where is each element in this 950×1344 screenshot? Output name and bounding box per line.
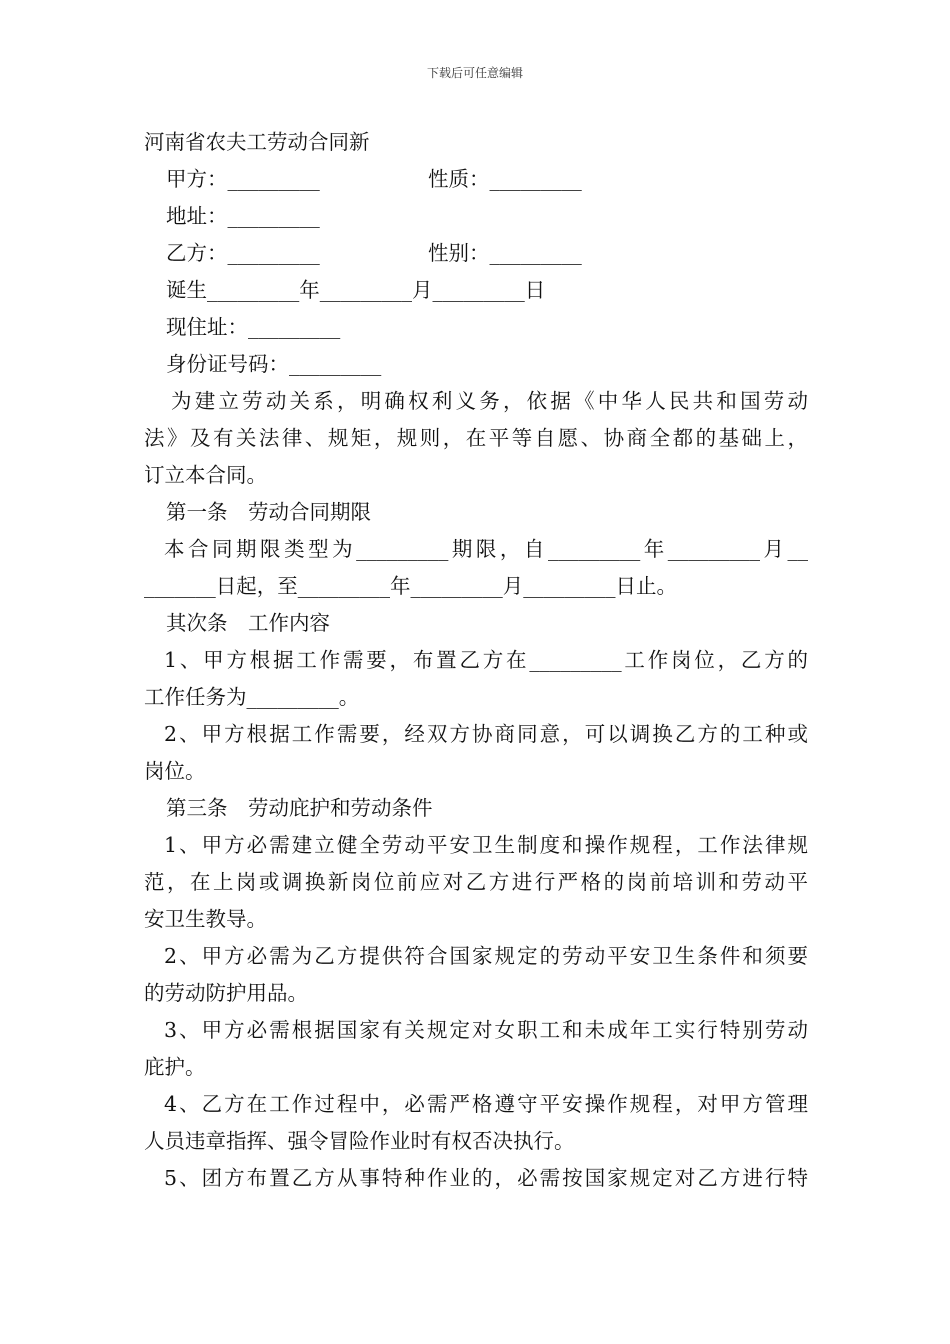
residence-field: 现住址：_________ xyxy=(166,315,341,339)
text-line: 第三条 劳动庇护和劳动条件 xyxy=(166,796,433,820)
text-line: 的劳动防护用品。 xyxy=(144,981,308,1005)
text-line: 5、团方布置乙方从事特种作业的，必需按国家规定对乙方进行特 xyxy=(164,1166,808,1190)
text-line: 庇护。 xyxy=(144,1055,206,1079)
page-header: 下载后可任意编辑 xyxy=(426,66,523,80)
text-line: 范，在上岗或调换新岗位前应对乙方进行严格的岗前培训和劳动平 xyxy=(144,870,808,894)
birth-date-field: 诞生_________年_________月_________日 xyxy=(166,278,546,302)
text-line: 订立本合同。 xyxy=(144,463,267,487)
text-line: 2、甲方必需为乙方提供符合国家规定的劳动平安卫生条件和须要 xyxy=(164,944,808,968)
contract-body xyxy=(144,124,808,1197)
contract-paragraphs xyxy=(144,383,808,1197)
contract-title: 河南省农夫工劳动合同新 xyxy=(144,130,370,154)
text-line: 为建立劳动关系，明确权利义务，依据《中华人民共和国劳动 xyxy=(171,389,808,413)
text-line: 2、甲方根据工作需要，经双方协商同意，可以调换乙方的工种或 xyxy=(164,722,808,746)
text-line: 法》及有关法律、规矩，规则，在平等自愿、协商全都的基础上， xyxy=(144,426,808,450)
text-line: 4、乙方在工作过程中，必需严格遵守平安操作规程，对甲方管理 xyxy=(164,1092,808,1116)
party-b-field: 乙方：_________ xyxy=(166,241,320,265)
text-line: _______日起，至_________年_________月_________日止。 xyxy=(144,574,677,598)
gender-field: 性别：_________ xyxy=(428,241,582,265)
field-row xyxy=(144,161,808,198)
address-field: 地址：_________ xyxy=(166,204,320,228)
id-number-field: 身份证号码：_________ xyxy=(166,352,382,376)
text-line: 本合同期限类型为_________期限，自_________年_________月__ xyxy=(164,537,808,561)
text-line: 人员违章指挥、强令冒险作业时有权否决执行。 xyxy=(144,1129,575,1153)
text-line: 3、甲方必需根据国家有关规定对女职工和未成年工实行特别劳动 xyxy=(164,1018,808,1042)
text-line: 安卫生教导。 xyxy=(144,907,267,931)
field-row xyxy=(144,235,808,272)
text-line: 岗位。 xyxy=(144,759,206,783)
text-line: 工作任务为_________。 xyxy=(144,685,360,709)
text-line: 其次条 工作内容 xyxy=(166,611,330,635)
nature-field: 性质：_________ xyxy=(428,167,582,191)
text-line: 1、甲方根据工作需要，布置乙方在_________工作岗位，乙方的 xyxy=(164,648,808,672)
party-a-field: 甲方：_________ xyxy=(166,167,320,191)
text-line: 第一条 劳动合同期限 xyxy=(166,500,371,524)
text-line: 1、甲方必需建立健全劳动平安卫生制度和操作规程，工作法律规 xyxy=(164,833,808,857)
